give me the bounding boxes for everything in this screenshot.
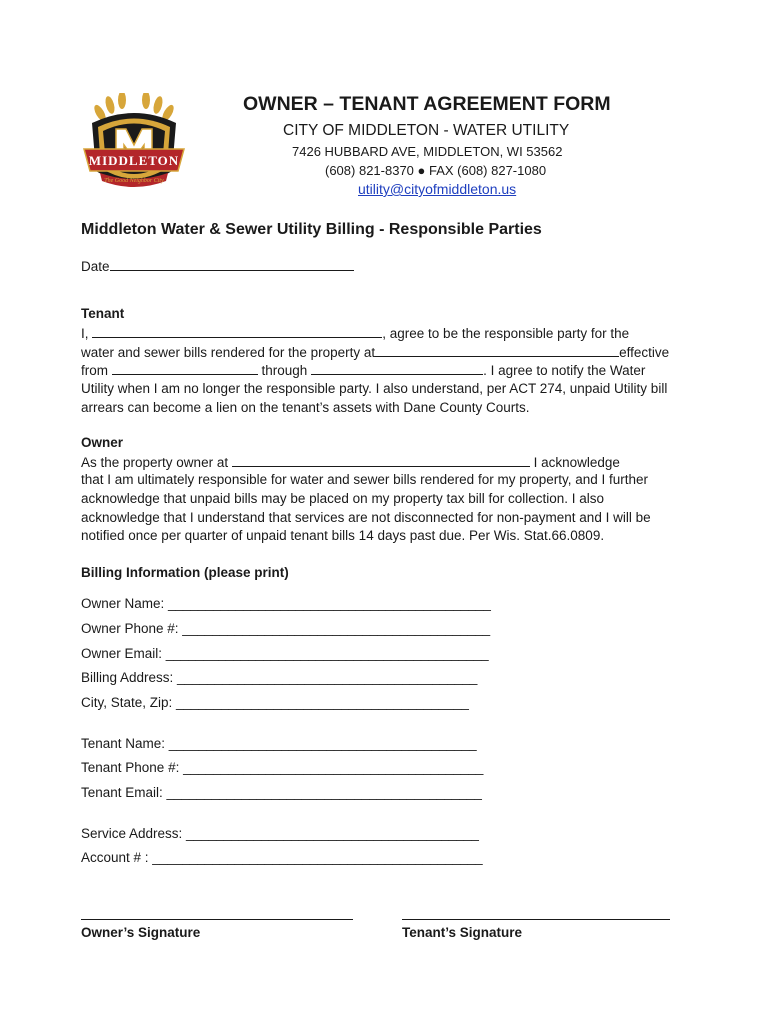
owner-text: I acknowledge xyxy=(529,455,620,470)
organization-address: 7426 HUBBARD AVE, MIDDLETON, WI 53562 xyxy=(292,144,563,159)
owner-text: As the property owner at xyxy=(81,455,232,470)
date-line xyxy=(81,258,354,274)
owner-phone-field[interactable]: Owner Phone #: _________________________________________ xyxy=(81,621,491,636)
tenant-text: from xyxy=(81,363,112,378)
owner-line-2: that I am ultimately responsible for water and sewer bills rendered for my property, and I further xyxy=(81,472,649,487)
tenant-signature-label: Tenant’s Signature xyxy=(402,925,523,940)
tenant-line-1 xyxy=(81,325,629,341)
middleton-logo xyxy=(80,93,188,195)
owner-line-3: acknowledge that unpaid bills may be placed on my property tax bill for collection. I also xyxy=(81,491,605,506)
date-field[interactable] xyxy=(110,258,354,271)
organization-phones: (608) 821-8370 ● FAX (608) 827-1080 xyxy=(325,163,547,178)
tenant-name-billing-field[interactable]: Tenant Name: _________________________________________ xyxy=(81,736,477,751)
tenant-from-field[interactable] xyxy=(112,362,258,375)
owner-line-5: notified once per quarter of unpaid tenant bills 14 days past due. Per Wis. Stat.66.0809. xyxy=(81,528,605,543)
tenant-text: . I agree to notify the Water xyxy=(483,363,646,378)
owner-signature-label: Owner’s Signature xyxy=(81,925,201,940)
tenant-through-field[interactable] xyxy=(311,362,483,375)
tenant-text: I, xyxy=(81,326,93,341)
svg-text:The Good Neighbor City: The Good Neighbor City xyxy=(104,178,164,184)
form-title: OWNER – TENANT AGREEMENT FORM xyxy=(243,93,611,115)
tenant-signature-line[interactable] xyxy=(402,919,670,920)
tenant-line-4: Utility when I am no longer the responsible party. I also understand, per ACT 274, unpaid Utility bill xyxy=(81,381,668,396)
owner-email-field[interactable]: Owner Email: ___________________________________________ xyxy=(81,646,489,661)
city-state-zip-field[interactable]: City, State, Zip: _______________________________________ xyxy=(81,695,469,710)
tenant-text: effective xyxy=(619,345,670,360)
owner-line-4: acknowledge that I understand that services are not disconnected for non-payment and I will be xyxy=(81,510,651,525)
tenant-text: , agree to be the responsible party for the xyxy=(382,326,630,341)
billing-heading: Billing Information (please print) xyxy=(81,565,289,580)
tenant-heading: Tenant xyxy=(81,306,125,321)
tenant-text: through xyxy=(257,363,312,378)
tenant-email-field[interactable]: Tenant Email: __________________________________________ xyxy=(81,785,482,800)
date-label: Date xyxy=(81,259,110,274)
owner-property-field[interactable] xyxy=(232,454,530,467)
organization-name: CITY OF MIDDLETON - WATER UTILITY xyxy=(283,122,570,139)
tenant-phone-field[interactable]: Tenant Phone #: ________________________________________ xyxy=(81,760,484,775)
tenant-property-field[interactable] xyxy=(375,344,619,357)
tenant-line-3 xyxy=(81,362,645,378)
tenant-line-5: arrears can become a lien on the tenant’s assets with Dane County Courts. xyxy=(81,400,530,415)
owner-heading: Owner xyxy=(81,435,124,450)
billing-address-field[interactable]: Billing Address: ________________________________________ xyxy=(81,670,478,685)
tenant-name-field[interactable] xyxy=(92,325,382,338)
section-title: Middleton Water & Sewer Utility Billing - Responsible Parties xyxy=(81,221,542,238)
owner-signature-line[interactable] xyxy=(81,919,353,920)
owner-name-field[interactable]: Owner Name: ___________________________________________ xyxy=(81,596,491,611)
email-link[interactable]: utility@cityofmiddleton.us xyxy=(358,181,517,197)
service-address-field[interactable]: Service Address: _______________________________________ xyxy=(81,826,479,841)
account-number-field[interactable]: Account # : ____________________________________________ xyxy=(81,850,483,865)
svg-text:MIDDLETON: MIDDLETON xyxy=(88,153,180,168)
tenant-line-2 xyxy=(81,344,669,360)
tenant-text: water and sewer bills rendered for the property at xyxy=(81,345,376,360)
owner-line-1 xyxy=(81,454,620,470)
